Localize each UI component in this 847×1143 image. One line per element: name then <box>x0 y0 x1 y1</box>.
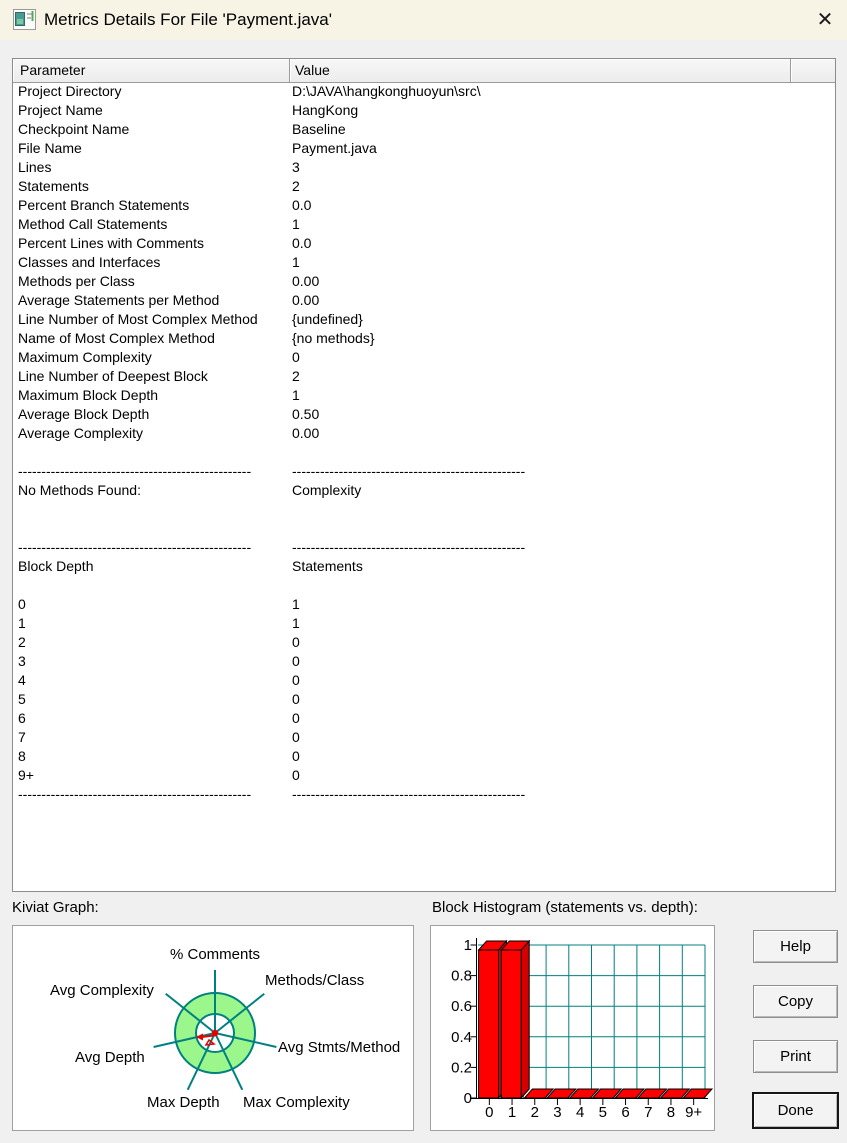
table-row <box>13 728 835 747</box>
y-tick-label: 1 <box>463 937 472 954</box>
table-row <box>13 348 835 367</box>
table-row <box>13 82 835 101</box>
x-tick-label: 1 <box>507 1104 517 1121</box>
table-row <box>13 310 835 329</box>
window-title: Metrics Details For File 'Payment.java' <box>44 10 333 29</box>
value-cell: 1 <box>292 254 300 270</box>
value-cell: 0 <box>292 634 300 650</box>
table-row <box>13 652 835 671</box>
param-cell: Line Number of Deepest Block <box>18 368 208 384</box>
x-tick-label: 2 <box>530 1104 539 1121</box>
value-cell: 0 <box>292 691 300 707</box>
table-row <box>13 614 835 633</box>
param-cell: Line Number of Most Complex Method <box>18 311 258 327</box>
param-cell: -------------------------------------------------- <box>18 463 252 479</box>
value-cell: Complexity <box>292 482 362 498</box>
copy-button[interactable]: Copy <box>753 985 838 1018</box>
table-header <box>13 59 835 83</box>
value-cell: 0.0 <box>292 197 312 213</box>
done-button[interactable]: Done <box>752 1092 839 1129</box>
table-row <box>13 101 835 120</box>
param-cell: Percent Branch Statements <box>18 197 190 213</box>
x-tick-label: 9+ <box>685 1104 703 1121</box>
value-cell: 0 <box>292 767 300 783</box>
param-cell: 1 <box>18 615 26 631</box>
print-button[interactable]: Print <box>753 1040 838 1073</box>
param-cell: 8 <box>18 748 26 764</box>
histogram-box <box>430 925 715 1131</box>
table-row <box>13 481 835 500</box>
value-cell: {undefined} <box>292 311 363 327</box>
x-tick-label: 6 <box>621 1104 630 1121</box>
param-cell: File Name <box>18 140 82 156</box>
table-row <box>13 158 835 177</box>
value-cell: 0.50 <box>292 406 320 422</box>
param-cell: 7 <box>18 729 26 745</box>
x-tick-label: 3 <box>553 1104 562 1121</box>
kiviat-axis-label: Avg Stmts/Method <box>278 1039 401 1056</box>
table-row <box>13 405 835 424</box>
param-cell: Average Statements per Method <box>18 292 220 308</box>
value-cell: D:\JAVA\hangkonghuoyun\src\ <box>292 83 481 99</box>
table-row <box>13 747 835 766</box>
help-button[interactable]: Help <box>753 930 838 963</box>
kiviat-axis-label: % Comments <box>169 946 261 963</box>
param-cell: Name of Most Complex Method <box>18 330 215 346</box>
value-cell: 0.00 <box>292 273 320 289</box>
param-cell: Checkpoint Name <box>18 121 130 137</box>
value-cell: 1 <box>292 615 300 631</box>
header-cell-spacer[interactable] <box>791 59 835 82</box>
table-row <box>13 329 835 348</box>
param-cell: Block Depth <box>18 558 94 574</box>
value-cell: 0 <box>292 349 300 365</box>
param-cell: 0 <box>18 596 26 612</box>
value-cell: 1 <box>292 387 300 403</box>
param-cell: -------------------------------------------------- <box>18 539 252 555</box>
x-tick-label: 4 <box>575 1104 585 1121</box>
value-cell: 0 <box>292 672 300 688</box>
value-cell: 0.0 <box>292 235 312 251</box>
table-row <box>13 424 835 443</box>
value-cell: Statements <box>292 558 363 574</box>
table-row <box>13 690 835 709</box>
value-cell: 0.00 <box>292 425 320 441</box>
table-row <box>13 538 835 557</box>
param-cell: Maximum Block Depth <box>18 387 159 403</box>
table-row <box>13 272 835 291</box>
param-cell: Method Call Statements <box>18 216 168 232</box>
table-row <box>13 785 835 804</box>
table-row <box>13 139 835 158</box>
value-cell: 2 <box>292 368 300 384</box>
param-cell: 2 <box>18 634 26 650</box>
kiviat-axis-label: Avg Complexity <box>50 982 154 999</box>
y-tick-label: 0.2 <box>451 1059 472 1077</box>
x-tick-label: 8 <box>666 1104 676 1121</box>
table-row <box>13 595 835 614</box>
table-row <box>13 367 835 386</box>
table-row <box>13 500 835 519</box>
close-icon: ✕ <box>816 9 834 31</box>
param-cell: 4 <box>18 672 26 688</box>
param-cell: Percent Lines with Comments <box>18 235 204 251</box>
y-tick-label: 0 <box>463 1090 472 1107</box>
table-row <box>13 443 835 462</box>
value-cell: 2 <box>292 178 300 194</box>
value-cell: 0 <box>292 729 300 745</box>
kiviat-axis-label: Avg Depth <box>75 1049 145 1066</box>
table-row <box>13 120 835 139</box>
value-cell: Baseline <box>292 121 346 137</box>
param-cell: Project Directory <box>18 83 122 99</box>
value-cell: 0.00 <box>292 292 320 308</box>
histogram-section-label: Block Histogram (statements vs. depth): <box>432 899 698 916</box>
param-cell: -------------------------------------------------- <box>18 786 252 802</box>
param-cell: 5 <box>18 691 26 707</box>
value-cell: -------------------------------------------------- <box>292 539 526 555</box>
y-tick-label: 0.6 <box>451 998 472 1016</box>
header-cell-value[interactable]: Value <box>290 59 791 82</box>
table-row <box>13 234 835 253</box>
table-row <box>13 177 835 196</box>
kiviat-graph-box <box>12 925 414 1131</box>
param-cell: 3 <box>18 653 26 669</box>
table-row <box>13 386 835 405</box>
histogram-chart <box>431 926 714 1130</box>
table-row <box>13 253 835 272</box>
value-cell: HangKong <box>292 102 359 118</box>
param-cell: Lines <box>18 159 52 175</box>
value-cell: 3 <box>292 159 300 175</box>
table-row <box>13 633 835 652</box>
param-cell: Average Block Depth <box>18 406 150 422</box>
app-icon <box>13 9 36 30</box>
table-row <box>13 671 835 690</box>
header-cell-parameter[interactable]: Parameter <box>13 59 290 82</box>
param-cell: Average Complexity <box>18 425 144 441</box>
table-row <box>13 462 835 481</box>
kiviat-axis-label: Max Depth <box>147 1094 220 1111</box>
table-row <box>13 557 835 576</box>
x-tick-label: 5 <box>598 1104 608 1121</box>
param-cell: 6 <box>18 710 26 726</box>
param-cell: Methods per Class <box>18 273 135 289</box>
param-cell: No Methods Found: <box>18 482 141 498</box>
x-tick-label: 0 <box>485 1104 494 1121</box>
param-cell: 9+ <box>18 767 34 783</box>
value-cell: {no methods} <box>292 330 375 346</box>
value-cell: 1 <box>292 216 300 232</box>
y-tick-label: 0.4 <box>451 1028 472 1046</box>
titlebar <box>0 0 847 40</box>
x-tick-label: 7 <box>644 1104 653 1121</box>
value-cell: 0 <box>292 653 300 669</box>
param-cell: Classes and Interfaces <box>18 254 161 270</box>
value-cell: -------------------------------------------------- <box>292 786 526 802</box>
metrics-table <box>12 58 836 892</box>
y-tick-label: 0.8 <box>451 967 472 985</box>
table-row <box>13 576 835 595</box>
param-cell: Maximum Complexity <box>18 349 152 365</box>
table-row <box>13 291 835 310</box>
value-cell: 0 <box>292 710 300 726</box>
param-cell: Project Name <box>18 102 103 118</box>
value-cell: Payment.java <box>292 140 377 156</box>
table-row <box>13 766 835 785</box>
table-row <box>13 196 835 215</box>
kiviat-section-label: Kiviat Graph: <box>12 899 99 916</box>
param-cell: Statements <box>18 178 89 194</box>
value-cell: -------------------------------------------------- <box>292 463 526 479</box>
metrics-rows <box>13 82 835 804</box>
table-row <box>13 519 835 538</box>
table-row <box>13 709 835 728</box>
table-row <box>13 215 835 234</box>
close-button[interactable] <box>803 0 847 40</box>
kiviat-axis-label: Max Complexity <box>243 1094 350 1111</box>
value-cell: 1 <box>292 596 300 612</box>
kiviat-chart <box>13 926 413 1130</box>
value-cell: 0 <box>292 748 300 764</box>
kiviat-axis-label: Methods/Class <box>265 972 365 989</box>
